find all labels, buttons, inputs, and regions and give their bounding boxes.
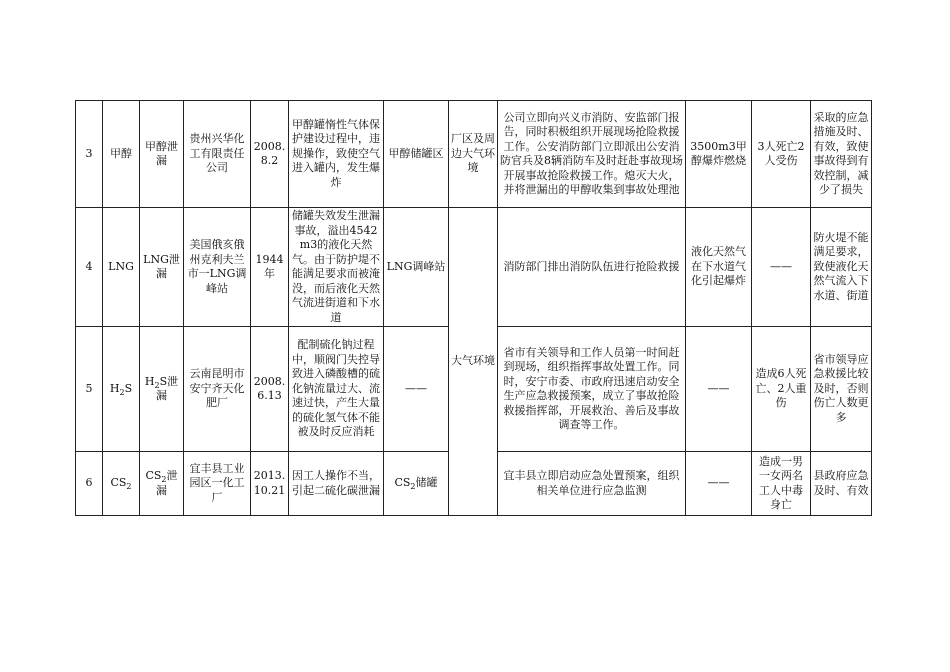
casualties-cell: 3人死亡2人受伤	[752, 101, 811, 208]
accident-type-cell: LNG泄漏	[140, 208, 184, 327]
location-cell: $CS_2$储罐	[384, 452, 449, 516]
accident-type-cell: $H_2S$泄漏	[140, 327, 184, 452]
substance-cell: $H_2S$	[103, 327, 140, 452]
response-cell: 消防部门排出消防队伍进行抢险救援	[498, 208, 686, 327]
response-cell: 省市有关领导和工作人员第一时间赶到现场，组织指挥事故处置工作。同时，安宁市委、市政府迅速启动安全生产应急救援预案，成立了事故抢险救援指挥部，开展救治、善后及事故调查等工作。	[498, 327, 686, 452]
location-cell: 甲醇储罐区	[384, 101, 449, 208]
row-number: 3	[76, 101, 103, 208]
location-cell: LNG调峰站	[384, 208, 449, 327]
company-cell: 云南昆明市安宁齐天化肥厂	[184, 327, 251, 452]
row-number: 6	[76, 452, 103, 516]
cause-cell: 配制硫化钠过程中，顺阀门失控导致进入磷酸槽的硫化钠流量过大、流速过快，产生大量的硫化氢气体不能被及时反应消耗	[289, 327, 384, 452]
substance-cell: $CS_2$	[103, 452, 140, 516]
table-row	[76, 101, 872, 208]
evaluation-cell: 省市领导应急救援比较及时，否则伤亡人数更多	[811, 327, 872, 452]
consequence-cell: ——	[686, 327, 752, 452]
location-cell: ——	[384, 327, 449, 452]
accident-type-cell: $CS_2$泄漏	[140, 452, 184, 516]
date-cell: 1944年	[251, 208, 289, 327]
affected-area-cell: 大气环境	[449, 208, 498, 516]
cause-cell: 因工人操作不当，引起二硫化碳泄漏	[289, 452, 384, 516]
accident-type-cell: 甲醇泄漏	[140, 101, 184, 208]
casualties-cell: ——	[752, 208, 811, 327]
date-cell: 2013.10.21	[251, 452, 289, 516]
consequence-cell: ——	[686, 452, 752, 516]
date-cell: 2008.8.2	[251, 101, 289, 208]
cause-cell: 储罐失效发生泄漏事故，溢出4542m3的液化天然气。由于防护堤不能满足要求而被淹没，而后液化天然气流进街道和下水道	[289, 208, 384, 327]
response-cell: 公司立即向兴义市消防、安监部门报告，同时积极组织开展现场抢险救援工作。公安消防部门立即派出公安消防官兵及8辆消防车及时赶赴事故现场开展事故抢险救援工作。熄灭大火，并将泄漏出的甲醇收集到事故处理池	[498, 101, 686, 208]
consequence-cell: 3500m3甲醇爆炸燃烧	[686, 101, 752, 208]
evaluation-cell: 防火堤不能满足要求，致使液化天然气流入下水道、街道	[811, 208, 872, 327]
evaluation-cell: 采取的应急措施及时、有效，致使事故得到有效控制，减少了损失	[811, 101, 872, 208]
company-cell: 贵州兴华化工有限责任公司	[184, 101, 251, 208]
response-cell: 宜丰县立即启动应急处置预案，组织相关单位进行应急监测	[498, 452, 686, 516]
table-row	[76, 208, 872, 327]
date-cell: 2008.6.13	[251, 327, 289, 452]
accident-table	[75, 100, 872, 516]
cause-cell: 甲醇罐惰性气体保护建设过程中，违规操作，致使空气进入罐内，发生爆炸	[289, 101, 384, 208]
evaluation-cell: 县政府应急及时、有效	[811, 452, 872, 516]
substance-cell: LNG	[103, 208, 140, 327]
row-number: 5	[76, 327, 103, 452]
affected-area-cell: 厂区及周边大气环境	[449, 101, 498, 208]
substance-cell: 甲醇	[103, 101, 140, 208]
casualties-cell: 造成6人死亡、2人重伤	[752, 327, 811, 452]
company-cell: 美国俄亥俄州克利夫兰市一LNG调峰站	[184, 208, 251, 327]
consequence-cell: 液化天然气在下水道气化引起爆炸	[686, 208, 752, 327]
company-cell: 宜丰县工业园区一化工厂	[184, 452, 251, 516]
row-number: 4	[76, 208, 103, 327]
casualties-cell: 造成一男一女两名工人中毒身亡	[752, 452, 811, 516]
